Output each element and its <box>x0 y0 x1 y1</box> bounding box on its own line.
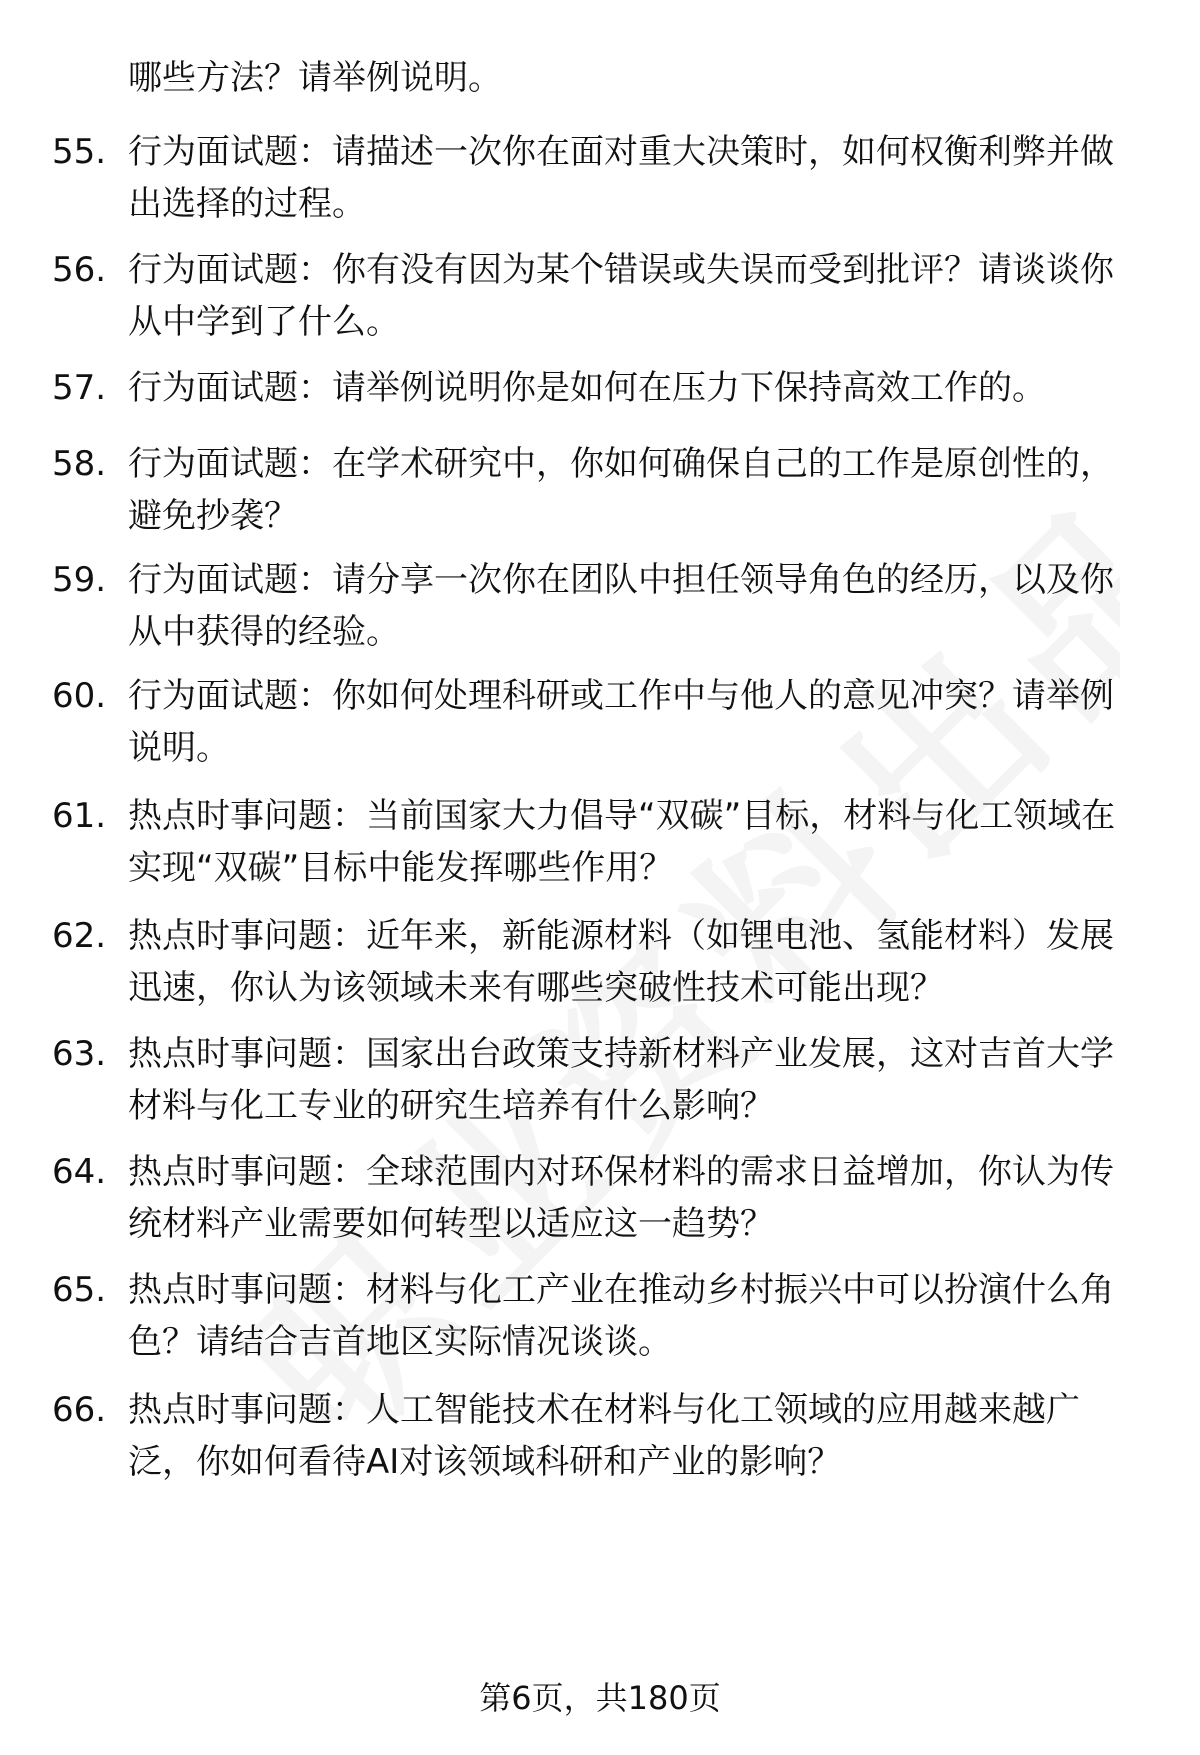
item-text: 热点时事问题：当前国家大力倡导“双碳”目标，材料与化工领域在实现“双碳”目标中能发挥哪些作用？ <box>128 796 1116 888</box>
item-number: 56. <box>52 250 107 290</box>
item-text: 热点时事问题：全球范围内对环保材料的需求日益增加，你认为传统材料产业需要如何转型以适应这一趋势？ <box>128 1152 1114 1244</box>
page-footer: 第6页，共180页 <box>479 1679 721 1717</box>
item-text: 行为面试题：在学术研究中，你如何确保自己的工作是原创性的，避免抄袭？ <box>128 444 1114 536</box>
item-number: 63. <box>52 1034 107 1074</box>
item-number: 55. <box>52 132 107 172</box>
item-number: 57. <box>52 368 107 408</box>
item-number: 59. <box>52 560 107 600</box>
item-text: 行为面试题：请描述一次你在面对重大决策时，如何权衡利弊并做出选择的过程。 <box>128 132 1114 224</box>
item-number: 66. <box>52 1390 107 1430</box>
item-number: 62. <box>52 916 107 956</box>
item-number: 61. <box>52 796 107 836</box>
item-text: 热点时事问题：国家出台政策支持新材料产业发展，这对吉首大学材料与化工专业的研究生培养有什么影响？ <box>128 1034 1114 1126</box>
item-number: 60. <box>52 676 107 716</box>
item-text: 行为面试题：你如何处理科研或工作中与他人的意见冲突？请举例说明。 <box>128 676 1114 768</box>
item-text: 热点时事问题：人工智能技术在材料与化工领域的应用越来越广泛，你如何看待AI对该领域科研和产业的影响？ <box>128 1390 1080 1482</box>
item-text: 行为面试题：请举例说明你是如何在压力下保持高效工作的。 <box>128 368 1046 408</box>
item-number: 65. <box>52 1270 107 1310</box>
item-text: 行为面试题：你有没有因为某个错误或失误而受到批评？请谈谈你从中学到了什么。 <box>128 250 1114 342</box>
item-text: 热点时事问题：材料与化工产业在推动乡村振兴中可以扮演什么角色？请结合吉首地区实际情况谈谈。 <box>128 1270 1114 1362</box>
item-number: 64. <box>52 1152 107 1192</box>
item-text: 热点时事问题：近年来，新能源材料（如锂电池、氢能材料）发展迅速，你认为该领域未来有哪些突破性技术可能出现？ <box>128 916 1114 1008</box>
item-text: 行为面试题：请分享一次你在团队中担任领导角色的经历，以及你从中获得的经验。 <box>128 560 1114 652</box>
continuation-text: 哪些方法？请举例说明。 <box>128 58 502 98</box>
item-number: 58. <box>52 444 107 484</box>
